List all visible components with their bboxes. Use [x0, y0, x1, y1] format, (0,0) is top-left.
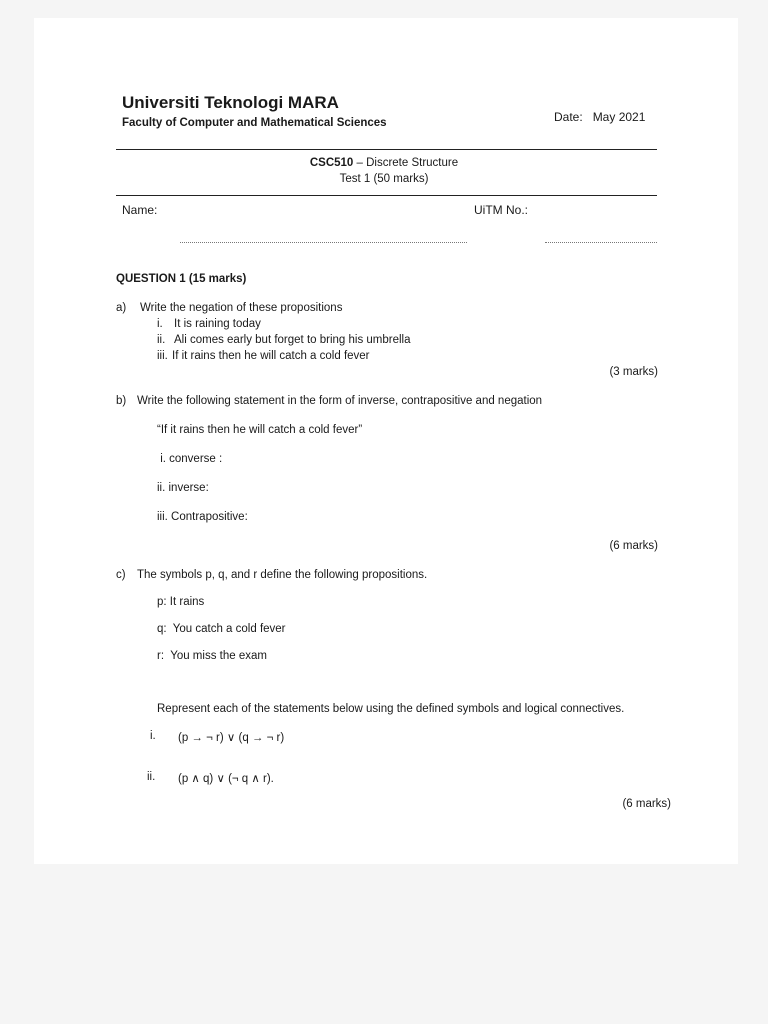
part-a-item-text: It is raining today — [174, 318, 261, 330]
part-b-contrapositive: iii. Contrapositive: — [157, 511, 248, 523]
part-a-item-number: i. — [157, 318, 163, 330]
uitm-number-label: UiTM No.: — [474, 203, 528, 217]
part-b-letter: b) — [116, 395, 127, 407]
header-rule-bottom — [116, 195, 657, 196]
part-c-definition-q: q: You catch a cold fever — [157, 623, 286, 635]
test-title: Test 1 (50 marks) — [339, 173, 429, 185]
date-value: May 2021 — [592, 110, 646, 124]
part-c-text: The symbols p, q, and r define the following propositions. — [137, 569, 428, 581]
date-label: Date: — [554, 110, 583, 124]
part-b-text: Write the following statement in the form of inverse, contrapositive and negation — [137, 395, 543, 407]
part-a-item-text: Ali comes early but forget to bring his umbrella — [174, 334, 411, 346]
part-a-item-number: ii. — [157, 334, 166, 346]
part-a-item-number: iii. — [157, 350, 168, 362]
part-b-converse: i. converse : — [157, 453, 223, 465]
part-a-text: Write the negation of these propositions — [140, 302, 343, 314]
part-c-expression: (p ∧ q) ∨ (¬ q ∧ r). — [178, 773, 274, 785]
part-c-definition-p: p: It rains — [157, 596, 205, 608]
part-c-definition-r: r: You miss the exam — [157, 650, 267, 662]
part-c-marks: (6 marks) — [622, 798, 671, 810]
part-c-expression: (p → ¬ r) ∨ (q → ¬ r) — [178, 732, 285, 744]
faculty-name: Faculty of Computer and Mathematical Sciences — [122, 117, 387, 129]
part-c-item-number: ii. — [147, 771, 156, 783]
question-1-title: QUESTION 1 (15 marks) — [116, 273, 247, 285]
exam-paper — [34, 18, 738, 864]
part-a-marks: (3 marks) — [609, 366, 658, 378]
part-c-letter: c) — [116, 569, 126, 581]
part-b-quote: “If it rains then he will catch a cold fever” — [157, 424, 363, 436]
part-c-item-number: i. — [150, 730, 156, 742]
course-title — [0, 157, 768, 169]
course-name: – Discrete Structure — [353, 157, 459, 169]
part-a-letter: a) — [116, 302, 127, 314]
part-a-item-text: If it rains then he will catch a cold fever — [172, 350, 370, 362]
uitm-number-answer-line — [545, 242, 657, 243]
name-answer-line — [180, 242, 467, 243]
name-label: Name: — [122, 203, 158, 217]
part-b-marks: (6 marks) — [609, 540, 658, 552]
header-rule-top — [116, 149, 657, 150]
part-c-instruction: Represent each of the statements below using the defined symbols and logical connectives. — [157, 703, 625, 715]
university-name: Universiti Teknologi MARA — [122, 93, 339, 112]
exam-date — [554, 110, 645, 124]
course-code: CSC510 — [309, 157, 354, 169]
part-b-inverse: ii. inverse: — [157, 482, 209, 494]
